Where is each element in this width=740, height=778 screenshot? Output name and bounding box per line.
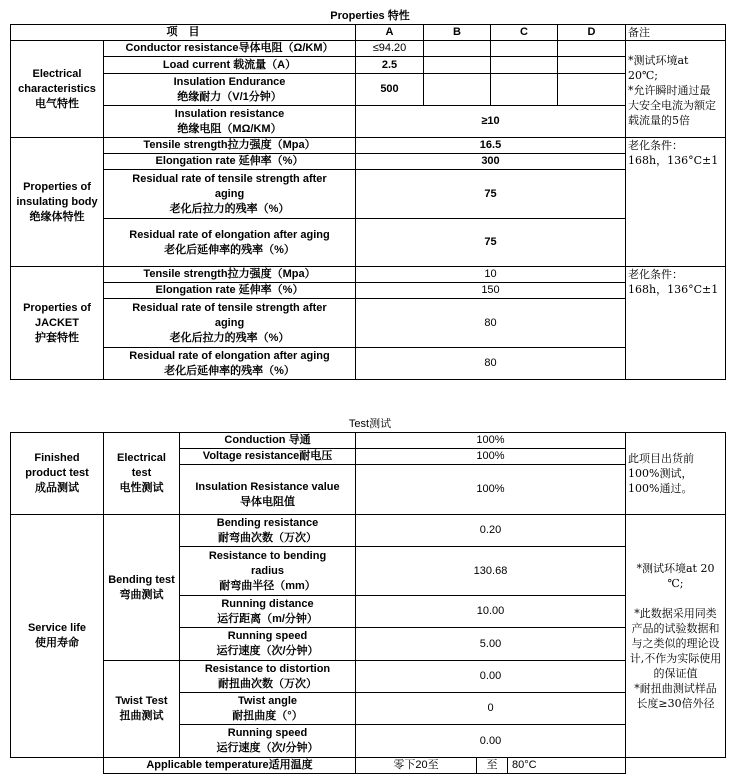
electrical-group-label: Electrical characteristics 电气特性 bbox=[11, 41, 104, 138]
load-current-c bbox=[491, 57, 558, 74]
ins-tensile-value: 16.5 bbox=[356, 138, 626, 154]
temperature-label: Applicable temperature适用温度 bbox=[104, 758, 356, 774]
ins-elongation-value: 300 bbox=[356, 154, 626, 170]
jkt-elongation-value: 150 bbox=[356, 283, 626, 299]
bending-radius-label: Resistance to bending radius 耐弯曲半径（mm） bbox=[180, 547, 356, 596]
twist-angle-label: Twist angle 耐扭曲度（°） bbox=[180, 693, 356, 725]
ins-residual-elongation-label: Residual rate of elongation after aging 老化后延伸率的残率（%） bbox=[104, 219, 356, 267]
load-current-label: Load current 载流量（A） bbox=[104, 57, 356, 74]
insulation-endurance-b bbox=[424, 74, 491, 106]
insulating-note: 老化条件： 168h，136°C±1 bbox=[626, 138, 726, 267]
header-c: C bbox=[491, 25, 558, 41]
ins-elongation-label: Elongation rate 延伸率（%） bbox=[104, 154, 356, 170]
distortion-value: 0.00 bbox=[356, 661, 626, 693]
twist-test-label: Twist Test 扭曲测试 bbox=[104, 661, 180, 758]
test-title: Test测试 bbox=[348, 418, 392, 430]
temperature-from: 零下20至 bbox=[356, 758, 477, 773]
insulation-resistance-value-label: Insulation Resistance value 导体电阻值 bbox=[180, 465, 356, 515]
header-b: B bbox=[424, 25, 491, 41]
jkt-tensile-value: 10 bbox=[356, 267, 626, 283]
voltage-resistance-label: Voltage resistance耐电压 bbox=[180, 449, 356, 465]
header-item: 项 目 bbox=[11, 25, 356, 41]
ins-residual-tensile-value: 75 bbox=[356, 170, 626, 219]
service-life-group-label: Service life 使用寿命 bbox=[11, 515, 104, 758]
insulation-resistance-value-value: 100% bbox=[356, 465, 626, 515]
ins-tensile-label: Tensile strength拉力强度（Mpa） bbox=[104, 138, 356, 154]
insulation-endurance-c bbox=[491, 74, 558, 106]
electrical-note: *测试环境at 20℃; *允许瞬时通过最 大安全电流为额定 载流量的5倍 bbox=[626, 41, 726, 138]
test-table bbox=[10, 432, 726, 774]
jkt-residual-elongation-label: Residual rate of elongation after aging 老化后延伸率的残率（%） bbox=[104, 348, 356, 380]
temperature-range bbox=[356, 758, 626, 774]
electrical-test-label: Electrical test 电性测试 bbox=[104, 433, 180, 515]
header-note: 备注 bbox=[626, 25, 726, 41]
jkt-elongation-label: Elongation rate 延伸率（%） bbox=[104, 283, 356, 299]
twist-running-speed-value: 0.00 bbox=[356, 725, 626, 758]
insulation-endurance-a: 500 bbox=[356, 74, 424, 106]
finished-note: 此项目出货前 100%测试， 100%通过。 bbox=[626, 433, 726, 515]
insulation-resistance-value: ≥10 bbox=[356, 106, 626, 138]
load-current-a: 2.5 bbox=[356, 57, 424, 74]
distortion-label: Resistance to distortion 耐扭曲次数（万次） bbox=[180, 661, 356, 693]
jkt-residual-tensile-value: 80 bbox=[356, 299, 626, 348]
bending-test-label: Bending test 弯曲测试 bbox=[104, 515, 180, 661]
header-a: A bbox=[356, 25, 424, 41]
properties-table bbox=[10, 24, 726, 380]
service-note: *测试环境at 20 ℃; *此数据采用同类 产品的试验数据和 与之类似的理论设 计,不作为实际使用 的保证值 *耐扭曲测试样品 长度≥30倍外径 bbox=[626, 515, 726, 758]
load-current-d bbox=[558, 57, 626, 74]
temperature-to-word: 至 bbox=[477, 758, 508, 773]
insulation-resistance-label: Insulation resistance 绝缘电阻（MΩ/KM） bbox=[104, 106, 356, 138]
bending-resistance-value: 0.20 bbox=[356, 515, 626, 547]
running-distance-value: 10.00 bbox=[356, 596, 626, 628]
twist-running-speed-label: Running speed 运行速度（次/分钟） bbox=[180, 725, 356, 758]
bending-running-speed-value: 5.00 bbox=[356, 628, 626, 661]
conduction-label: Conduction 导通 bbox=[180, 433, 356, 449]
conductor-resistance-c bbox=[491, 41, 558, 57]
voltage-resistance-value: 100% bbox=[356, 449, 626, 465]
conductor-resistance-d bbox=[558, 41, 626, 57]
temperature-to: 80°C bbox=[512, 759, 537, 771]
properties-title: Properties 特性 bbox=[330, 10, 410, 22]
insulating-group-label: Properties of insulating body 绝缘体特性 bbox=[11, 138, 104, 267]
jkt-residual-tensile-label: Residual rate of tensile strength after aging 老化后拉力的残率（%） bbox=[104, 299, 356, 348]
bending-resistance-label: Bending resistance 耐弯曲次数（万次） bbox=[180, 515, 356, 547]
conductor-resistance-b bbox=[424, 41, 491, 57]
jkt-tensile-label: Tensile strength拉力强度（Mpa） bbox=[104, 267, 356, 283]
insulation-endurance-d bbox=[558, 74, 626, 106]
conduction-value: 100% bbox=[356, 433, 626, 449]
ins-residual-elongation-value: 75 bbox=[356, 219, 626, 267]
jacket-group-label: Properties of JACKET 护套特性 bbox=[11, 267, 104, 380]
conductor-resistance-a: ≤94.20 bbox=[356, 41, 424, 57]
running-distance-label: Running distance 运行距离（m/分钟） bbox=[180, 596, 356, 628]
conductor-resistance-label: Conductor resistance导体电阻（Ω/KM） bbox=[104, 41, 356, 57]
jacket-note: 老化条件： 168h，136°C±1 bbox=[626, 267, 726, 380]
bending-radius-value: 130.68 bbox=[356, 547, 626, 596]
load-current-b bbox=[424, 57, 491, 74]
jkt-residual-elongation-value: 80 bbox=[356, 348, 626, 380]
header-d: D bbox=[558, 25, 626, 41]
insulation-endurance-label: Insulation Endurance 绝缘耐力（V/1分钟） bbox=[104, 74, 356, 106]
twist-angle-value: 0 bbox=[356, 693, 626, 725]
ins-residual-tensile-label: Residual rate of tensile strength after aging 老化后拉力的残率（%） bbox=[104, 170, 356, 219]
bending-running-speed-label: Running speed 运行速度（次/分钟） bbox=[180, 628, 356, 661]
finished-group-label: Finished product test 成品测试 bbox=[11, 433, 104, 515]
